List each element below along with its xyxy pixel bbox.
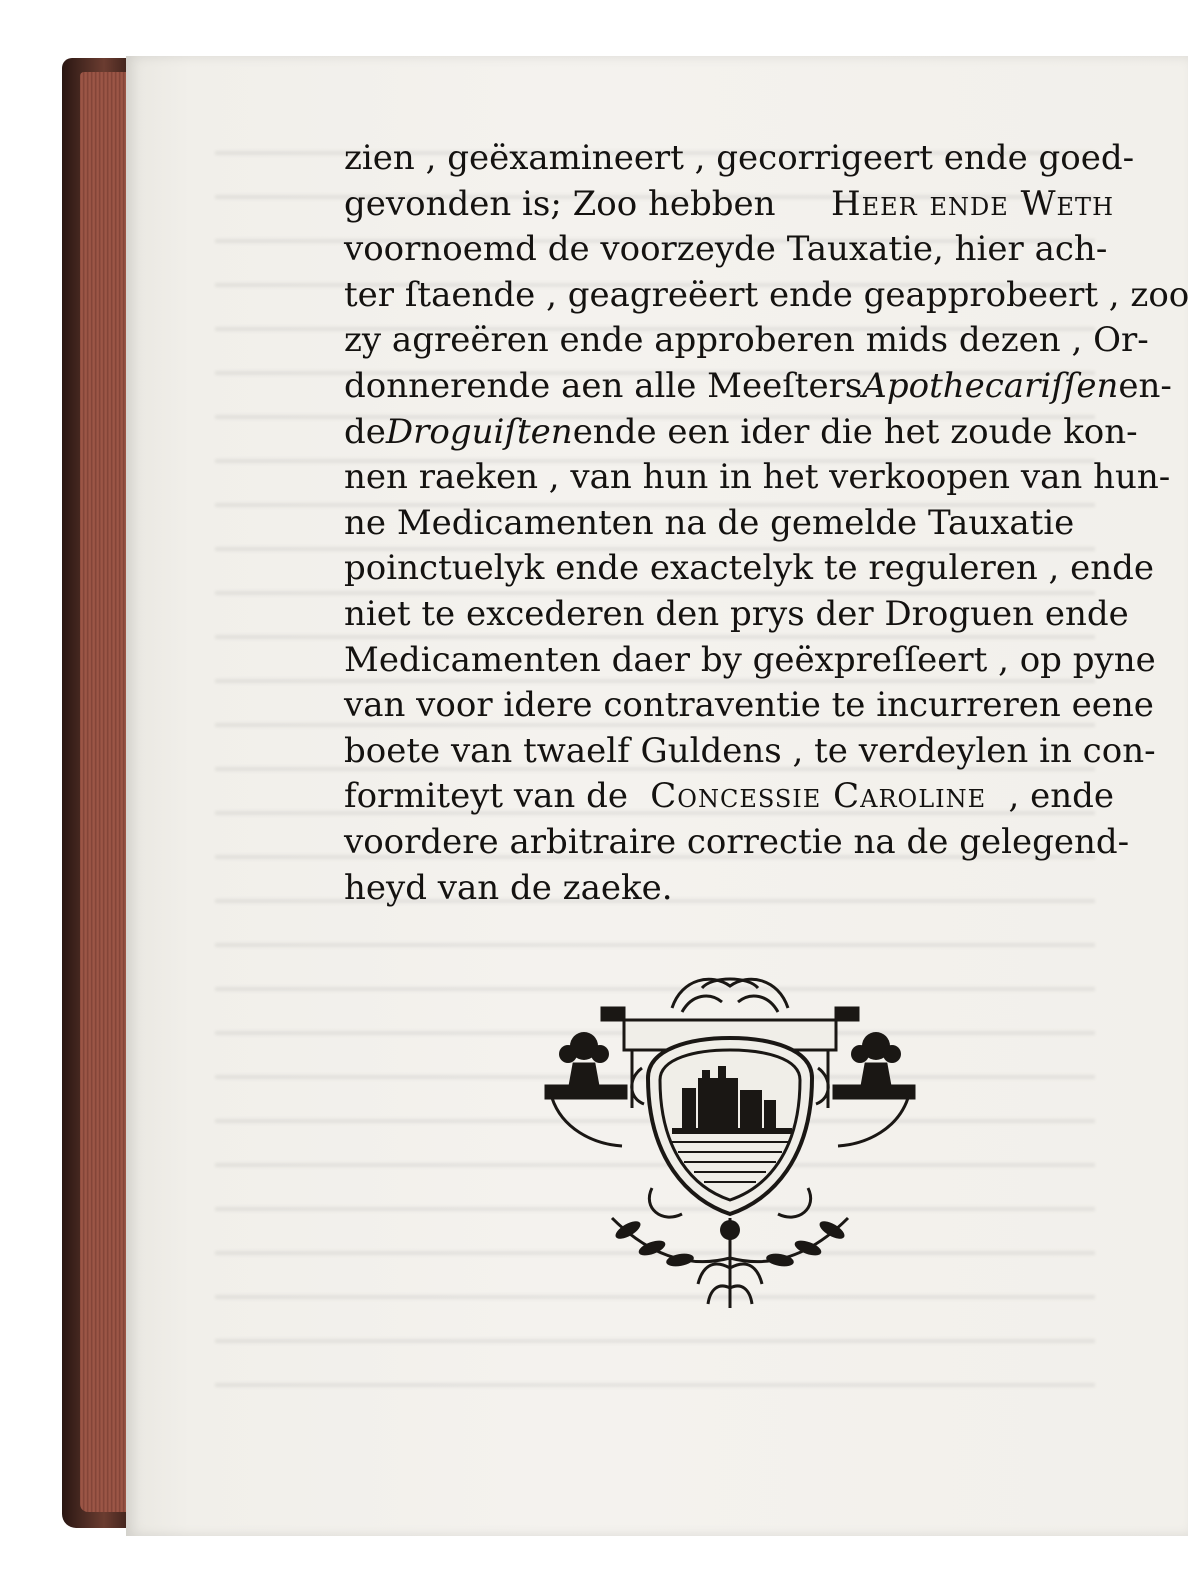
line-text: poinctuelyk ende exactelyk te reguleren , ende bbox=[344, 548, 1155, 589]
page-edges bbox=[80, 72, 130, 1512]
small-caps-text: Heer ende Weth bbox=[830, 183, 1114, 224]
line-text: donnerende aen alle Meeſters bbox=[344, 365, 863, 406]
text-line bbox=[344, 455, 1171, 501]
text-line bbox=[344, 729, 1156, 775]
text-line bbox=[344, 592, 1129, 638]
line-text: van voor idere contraventie te incurreren eene bbox=[344, 685, 1154, 726]
text-line bbox=[344, 683, 1154, 729]
line-text: niet te excederen den prys der Droguen ende bbox=[344, 593, 1129, 634]
line-text: voordere arbitraire correctie na de gelegend- bbox=[344, 821, 1130, 862]
line-text: zy agreëren ende approberen mids dezen , Or- bbox=[344, 320, 1149, 361]
text-line bbox=[344, 820, 1130, 866]
body-text bbox=[344, 136, 1190, 911]
small-caps-text: Concessie Caroline bbox=[650, 776, 987, 817]
text-line bbox=[344, 364, 1172, 410]
line-text: zien , geëxamineert , gecorrigeert ende goed- bbox=[344, 138, 1135, 178]
line-text: heyd van de zaeke. bbox=[344, 867, 673, 908]
text-line bbox=[344, 273, 1190, 319]
line-text: ne Medicamenten na de gemelde Tauxatie bbox=[344, 502, 1075, 543]
line-text: nen raeken , van hun in het verkoopen van hun- bbox=[344, 457, 1171, 498]
line-text: en- bbox=[1118, 365, 1172, 406]
line-text: ter ſtaende , geagreëert ende geapprobeert , zoo bbox=[344, 274, 1190, 315]
line-text: voornoemd de voorzeyde Tauxatie, hier ach- bbox=[344, 229, 1108, 270]
cartouche-with-castle-icon bbox=[532, 968, 928, 1318]
italic-text: Droguiſten bbox=[385, 411, 573, 452]
text-line bbox=[344, 227, 1114, 273]
text-line bbox=[344, 182, 1114, 228]
line-text: gevonden is; Zoo hebben bbox=[344, 183, 776, 224]
line-text: , ende bbox=[1008, 776, 1114, 817]
text-line bbox=[344, 501, 1114, 547]
line-text: Medicamenten daer by geëxpreſſeert , op pyne bbox=[344, 639, 1156, 680]
line-text: ende een ider die het zoude kon- bbox=[572, 411, 1138, 452]
line-text: formiteyt van de bbox=[344, 776, 628, 817]
text-line bbox=[344, 546, 1155, 592]
text-line bbox=[344, 410, 1138, 456]
text-line bbox=[344, 318, 1149, 364]
text-line bbox=[344, 866, 1114, 912]
text-line bbox=[344, 638, 1156, 684]
text-line bbox=[344, 774, 1114, 820]
line-text: boete van twaelf Guldens , te verdeylen in con- bbox=[344, 730, 1156, 771]
line-text: de bbox=[344, 411, 386, 452]
italic-text: Apothecariſſen bbox=[862, 365, 1119, 406]
text-line bbox=[344, 136, 1135, 182]
